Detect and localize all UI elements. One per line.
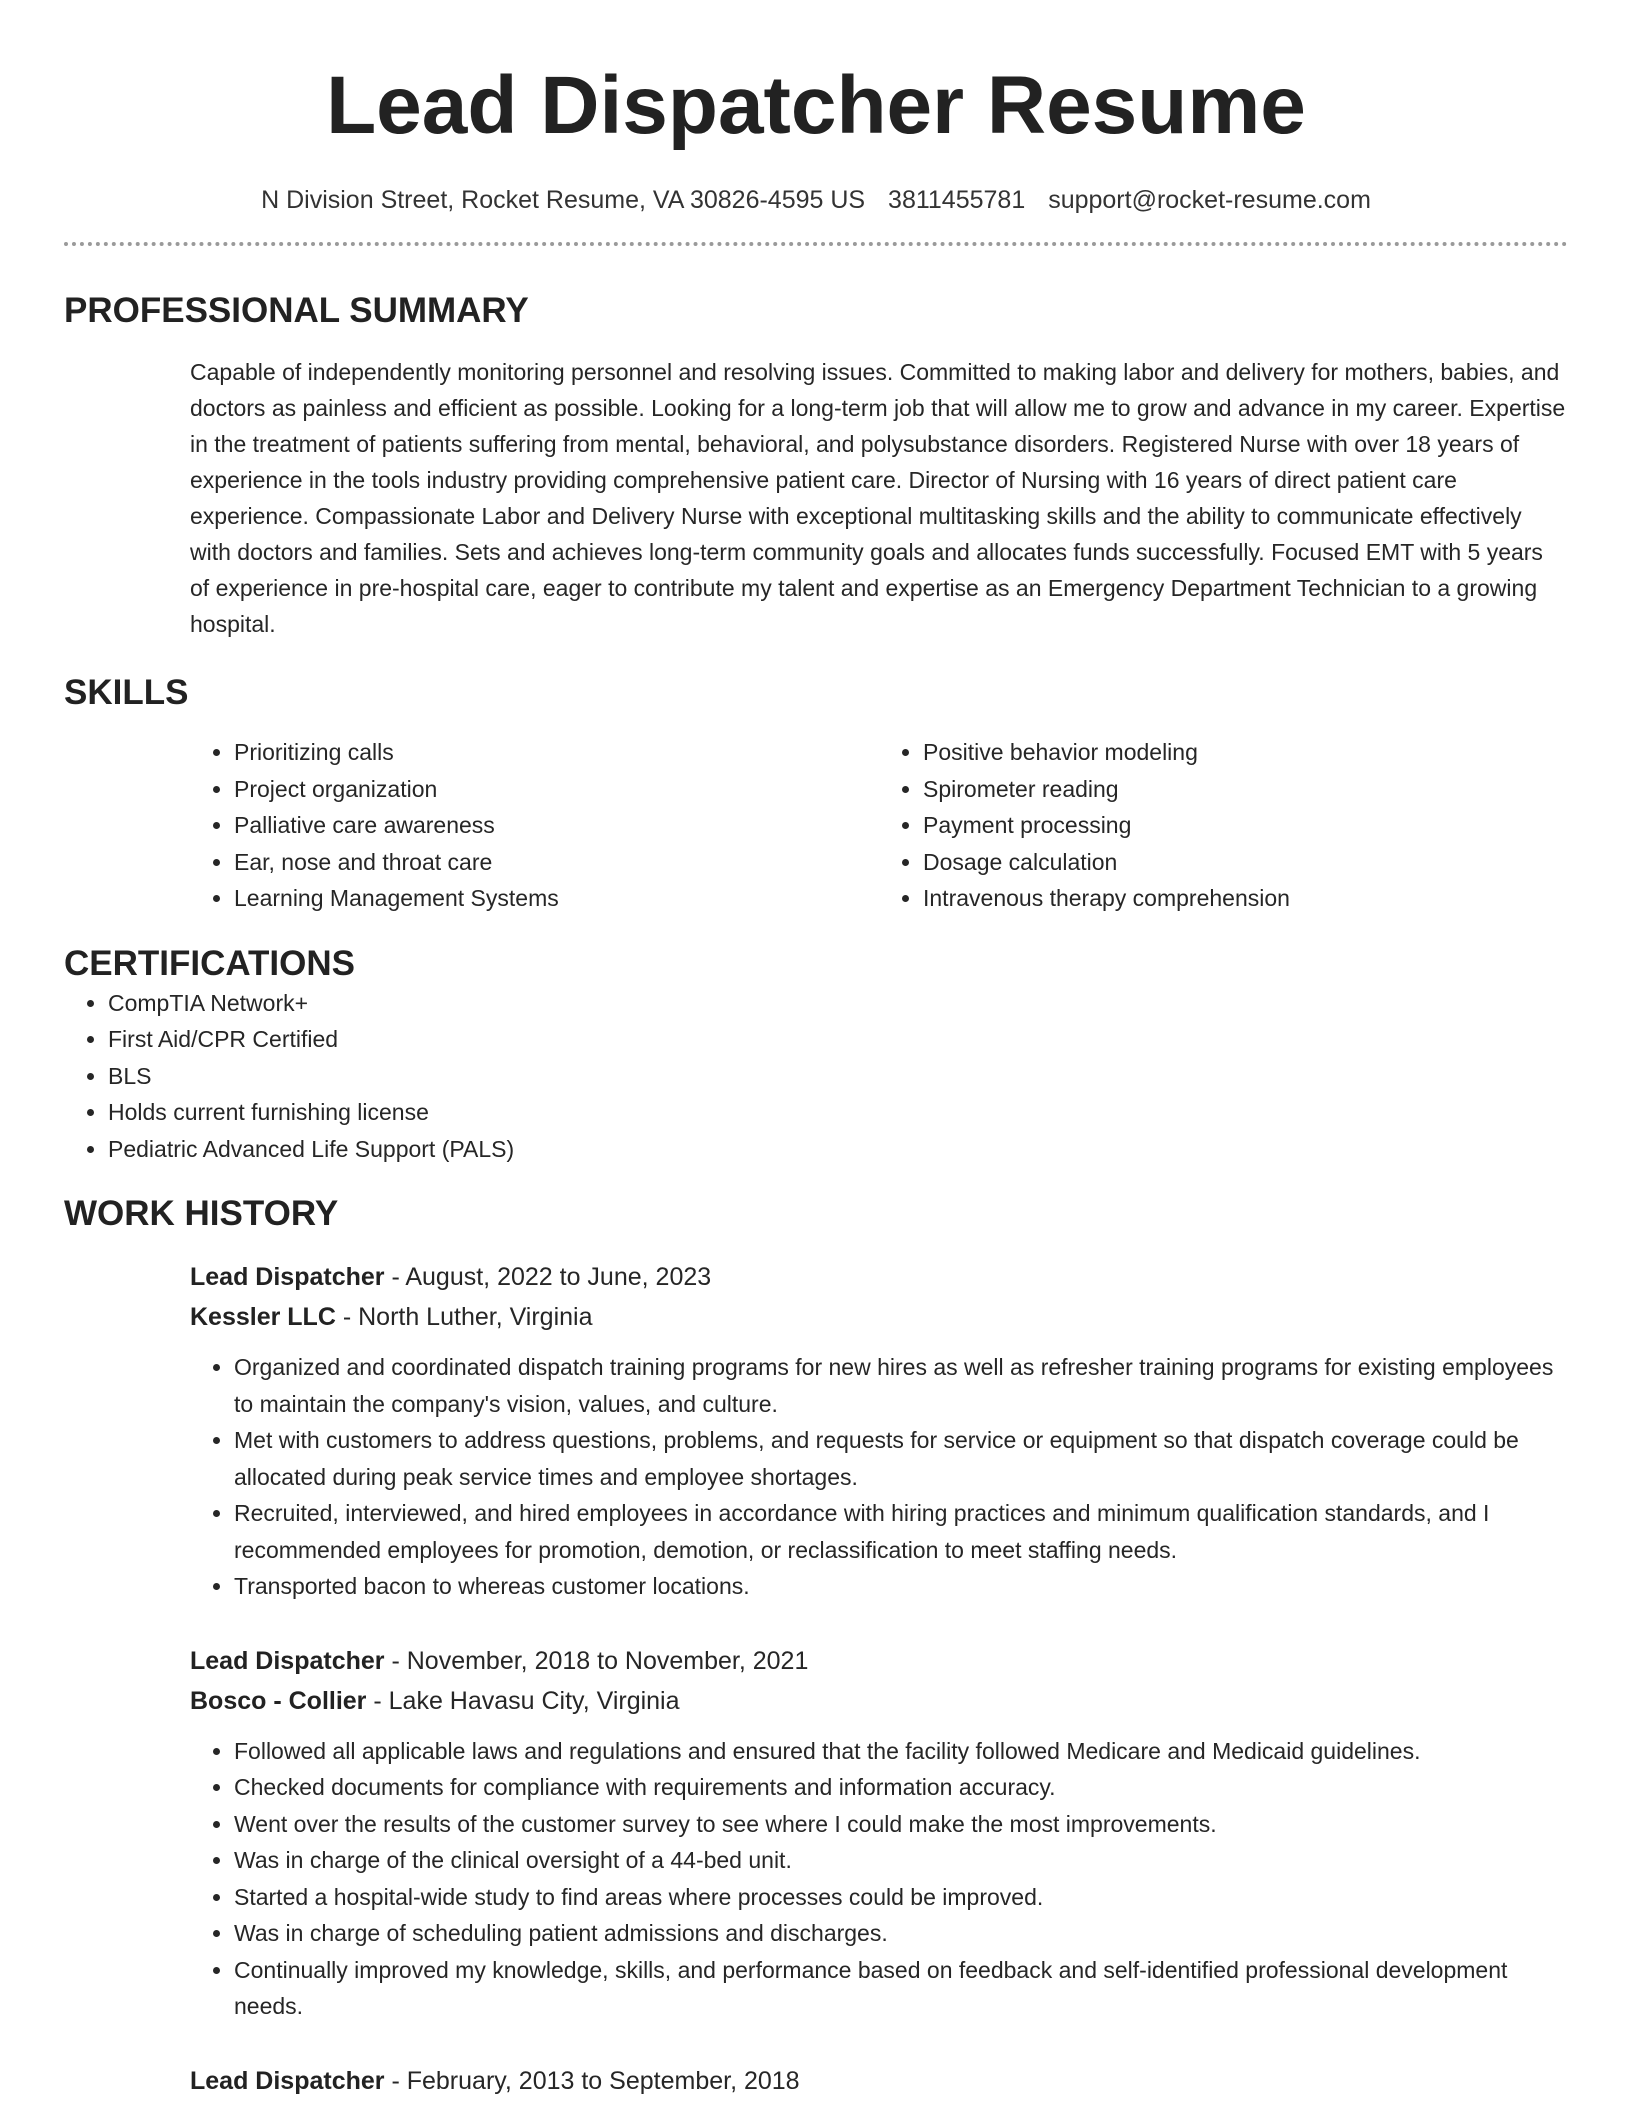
certification-item: • Pediatric Advanced Life Support (PALS) bbox=[108, 1131, 1568, 1168]
section-heading: PROFESSIONAL SUMMARY bbox=[64, 291, 529, 330]
certification-item: • CompTIA Network+ bbox=[108, 985, 1568, 1022]
job-bullets bbox=[190, 1733, 1568, 2025]
certifications-list bbox=[64, 985, 1568, 1168]
skills-list-right bbox=[879, 734, 1568, 917]
header-divider bbox=[64, 242, 1568, 246]
job-title: Lead Dispatcher bbox=[190, 1263, 385, 1291]
skill-item: • Learning Management Systems bbox=[234, 880, 879, 917]
job-bullet: • Recruited, interviewed, and hired employees in accordance with hiring practices and minimum qualification standards, and I recommended employees for promotion, demotion, or reclassification to meet staffing needs. bbox=[234, 1495, 1568, 1568]
section-heading: WORK HISTORY bbox=[64, 1194, 339, 1233]
summary-text: Capable of independently monitoring personnel and resolving issues. Committed to making labor and delivery for mothers, babies, and doctors as painless and efficient as possible. Looking for a long-term job that will allow me to grow and advance in my career. Expertise in the treatment of patients suffering from mental, behavioral, and polysubstance disorders. Registered Nurse with over 18 years of experience in the tools industry providing comprehensive patient care. Director of Nursing with 16 years of direct patient care experience. Compassionate Labor and Delivery Nurse with exceptional multitasking skills and the ability to communicate effectively with doctors and families. Sets and achieves long-term community goals and allocates funds successfully. Focused EMT with 5 years of experience in pre-hospital care, eager to contribute my talent and expertise as an Emergency Department Technician to a growing hospital. bbox=[190, 359, 1566, 637]
job-location: - Lake Havasu City, Virginia bbox=[366, 1686, 680, 1715]
certifications-section bbox=[64, 943, 1568, 1168]
skill-item: • Positive behavior modeling bbox=[923, 734, 1568, 771]
job-location: - North Luther, Virginia bbox=[335, 1303, 593, 1331]
job-bullet: • Organized and coordinated dispatch training programs for new hires as well as refresher training programs for existing employees to maintain the company's vision, values, and culture. bbox=[234, 1349, 1568, 1422]
job-title-line bbox=[190, 2061, 1568, 2101]
job-bullet: • Transported bacon to whereas customer locations. bbox=[234, 1568, 1568, 1605]
skill-item: • Ear, nose and throat care bbox=[234, 844, 879, 881]
job-title-line bbox=[190, 1641, 1568, 1681]
job-entry bbox=[190, 2061, 1568, 2101]
job-company-line bbox=[190, 1681, 1568, 1721]
job-bullet: • Was in charge of the clinical oversight of a 44-bed unit. bbox=[234, 1842, 1568, 1879]
skills-section bbox=[64, 672, 1568, 917]
skill-item: • Palliative care awareness bbox=[234, 807, 879, 844]
contact-email: support@rocket-resume.com bbox=[1048, 186, 1371, 214]
job-dates: - August, 2022 to June, 2023 bbox=[384, 1263, 712, 1291]
job-company-line bbox=[190, 1297, 1568, 1337]
certification-item: • BLS bbox=[108, 1058, 1568, 1095]
job-dates: - February, 2013 to September, 2018 bbox=[384, 2066, 800, 2095]
job-bullet: • Met with customers to address questions, problems, and requests for service or equipment so that dispatch coverage could be allocated during peak service times and employee shortages. bbox=[234, 1422, 1568, 1495]
resume-title: Lead Dispatcher Resume bbox=[326, 60, 1306, 151]
job-entry bbox=[190, 1257, 1568, 1605]
job-title-line bbox=[190, 1257, 1568, 1297]
skills-grid bbox=[190, 734, 1568, 917]
job-company: Bosco - Collier bbox=[190, 1686, 367, 1715]
skill-item: • Project organization bbox=[234, 771, 879, 808]
job-title: Lead Dispatcher bbox=[190, 1646, 385, 1675]
job-bullets bbox=[190, 1349, 1568, 1605]
certification-item: • First Aid/CPR Certified bbox=[108, 1021, 1568, 1058]
skills-list-left bbox=[190, 734, 879, 917]
work-history-section bbox=[64, 1193, 1568, 2101]
skill-item: • Dosage calculation bbox=[923, 844, 1568, 881]
contact-address: N Division Street, Rocket Resume, VA 30826-4595 US bbox=[261, 186, 866, 214]
skill-item: • Spirometer reading bbox=[923, 771, 1568, 808]
job-bullet: • Went over the results of the customer survey to see where I could make the most improvements. bbox=[234, 1806, 1568, 1843]
section-heading: SKILLS bbox=[64, 673, 189, 712]
job-bullet: • Followed all applicable laws and regulations and ensured that the facility followed Medicare and Medicaid guidelines. bbox=[234, 1733, 1568, 1770]
job-bullet: • Started a hospital-wide study to find areas where processes could be improved. bbox=[234, 1879, 1568, 1916]
section-heading: CERTIFICATIONS bbox=[64, 943, 356, 983]
professional-summary-section bbox=[64, 290, 1568, 642]
job-entry bbox=[190, 1641, 1568, 2025]
job-title: Lead Dispatcher bbox=[190, 2066, 385, 2095]
skill-item: • Payment processing bbox=[923, 807, 1568, 844]
contact-phone: 3811455781 bbox=[888, 186, 1026, 214]
job-bullet: • Continually improved my knowledge, skills, and performance based on feedback and self-identified professional development needs. bbox=[234, 1952, 1568, 2025]
job-company: Kessler LLC bbox=[190, 1303, 336, 1331]
skill-item: • Prioritizing calls bbox=[234, 734, 879, 771]
job-bullet: • Was in charge of scheduling patient admissions and discharges. bbox=[234, 1915, 1568, 1952]
contact-line bbox=[64, 184, 1568, 216]
job-dates: - November, 2018 to November, 2021 bbox=[384, 1646, 809, 1675]
certification-item: • Holds current furnishing license bbox=[108, 1094, 1568, 1131]
skill-item: • Intravenous therapy comprehension bbox=[923, 880, 1568, 917]
resume-page bbox=[64, 0, 1568, 2101]
job-bullet: • Checked documents for compliance with requirements and information accuracy. bbox=[234, 1769, 1568, 1806]
